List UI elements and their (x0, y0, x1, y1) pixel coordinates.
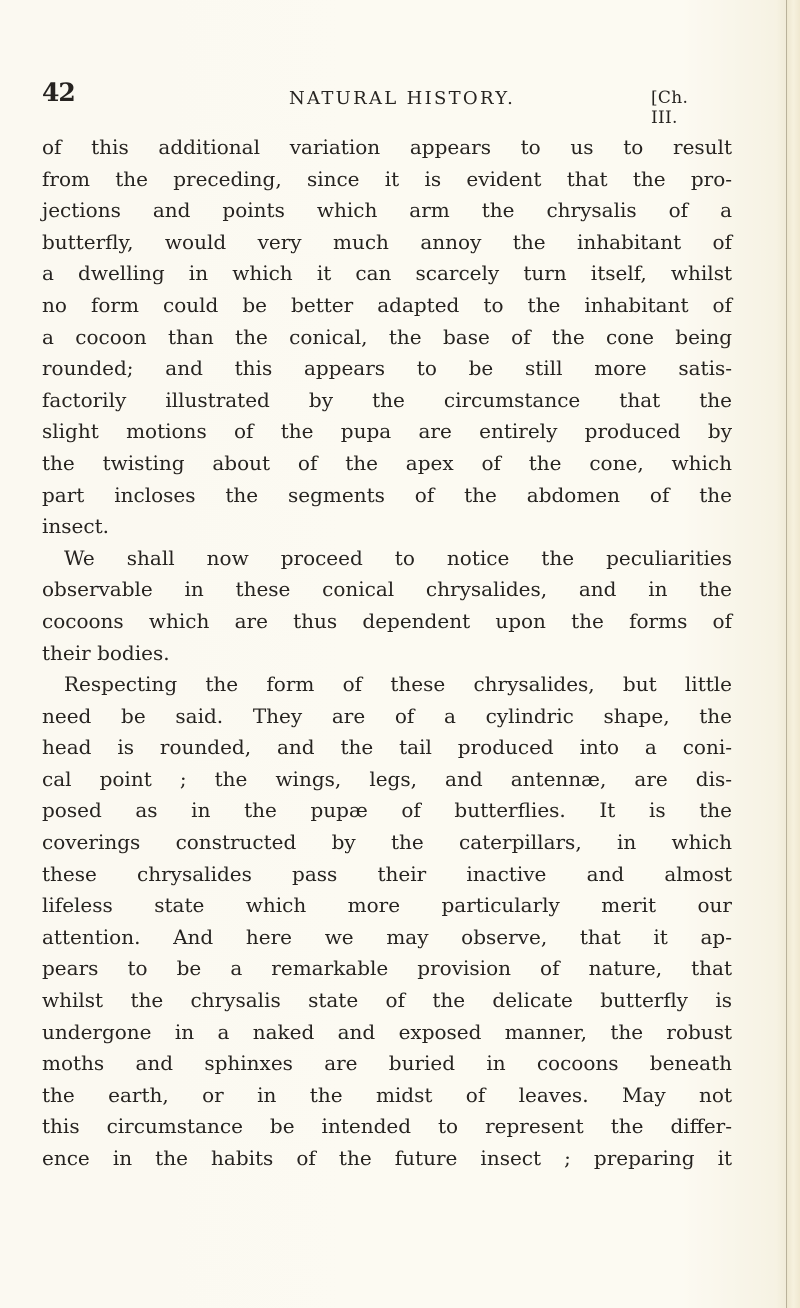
paragraph-start-line: Respecting the form of these chrysalides, but little (64, 672, 732, 697)
text-line: a dwelling in which it can scarcely turn itself, whilst (42, 261, 732, 286)
text-line: whilst the chrysalis state of the delicate butterfly is (42, 988, 732, 1013)
text-line: ence in the habits of the future insect ; preparing it (42, 1146, 732, 1170)
text-line: pears to be a remarkable provision of nature, that (42, 956, 732, 981)
text-line: no form could be better adapted to the inhabitant of (42, 292, 732, 317)
text-line: these chrysalides pass their inactive and almost (42, 861, 732, 886)
chapter-reference: [Ch. III. (651, 88, 689, 128)
page-header (42, 78, 718, 128)
text-line: the earth, or in the midst of leaves. May not (42, 1082, 732, 1107)
text-line: slight motions of the pupa are entirely produced by (42, 419, 732, 444)
text-line: need be said. They are of a cylindric shape, the (42, 703, 732, 728)
page-edge-shadow (787, 0, 800, 1308)
text-line: jections and points which arm the chrysalis of a (42, 198, 732, 223)
page-number: 42 (42, 78, 75, 107)
text-line: undergone in a naked and exposed manner, the robust (42, 1019, 732, 1044)
running-title: NATURAL HISTORY. (289, 88, 516, 109)
text-line: posed as in the pupæ of butterflies. It is the (42, 798, 732, 823)
text-line: head is rounded, and the tail produced into a coni- (42, 735, 732, 760)
text-line: rounded; and this appears to be still more satis- (42, 356, 732, 381)
text-line: from the preceding, since it is evident that the pro- (42, 166, 732, 191)
text-line: of this additional variation appears to us to result (42, 135, 732, 159)
text-line: moths and sphinxes are buried in cocoons beneath (42, 1051, 732, 1076)
text-line: a cocoon than the conical, the base of the cone being (42, 324, 732, 349)
text-line: part incloses the segments of the abdomen of the (42, 482, 732, 507)
text-line: cal point ; the wings, legs, and antennæ, are dis- (42, 766, 732, 791)
text-line: observable in these conical chrysalides, and in the (42, 577, 732, 602)
text-line: factorily illustrated by the circumstance that the (42, 387, 732, 412)
text-line: butterfly, would very much annoy the inhabitant of (42, 229, 732, 254)
text-line: lifeless state which more particularly merit our (42, 893, 732, 918)
paragraph-end-line: insect. (42, 514, 109, 539)
text-line: the twisting about of the apex of the cone, which (42, 450, 732, 475)
body-text (42, 132, 732, 1175)
text-line: cocoons which are thus dependent upon the forms of (42, 608, 732, 633)
text-line: this circumstance be intended to represent the differ- (42, 1114, 732, 1139)
paragraph-start-line: We shall now proceed to notice the peculiarities (64, 545, 732, 570)
text-line: coverings constructed by the caterpillars, in which (42, 830, 732, 855)
paragraph-end-line: their bodies. (42, 640, 170, 665)
text-line: attention. And here we may observe, that it ap- (42, 924, 732, 949)
